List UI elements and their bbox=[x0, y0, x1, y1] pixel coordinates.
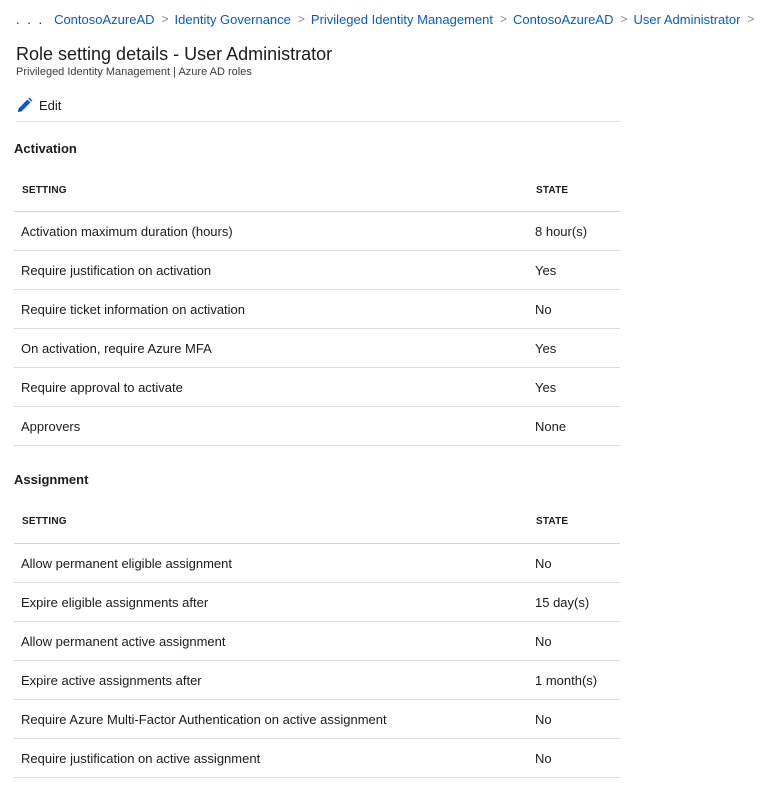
setting-state: No bbox=[535, 751, 552, 766]
breadcrumb-separator-icon: > bbox=[747, 12, 755, 26]
setting-name: Allow permanent active assignment bbox=[21, 634, 226, 649]
setting-state: No bbox=[535, 634, 552, 649]
breadcrumb-item-identity-governance[interactable]: Identity Governance bbox=[174, 11, 291, 27]
setting-name: Require justification on active assignment bbox=[21, 751, 261, 766]
activation-state-column-header: STATE bbox=[536, 185, 569, 196]
breadcrumb-separator-icon: > bbox=[620, 12, 628, 26]
assignment-settings-table bbox=[14, 544, 620, 778]
setting-state: Yes bbox=[535, 380, 557, 395]
activation-settings-table bbox=[14, 212, 620, 446]
setting-name: Allow permanent eligible assignment bbox=[21, 556, 233, 571]
setting-state: No bbox=[535, 712, 552, 727]
page-subtitle: Privileged Identity Management | Azure AD roles bbox=[16, 66, 252, 78]
breadcrumb-item-user-administrator[interactable]: User Administrator bbox=[633, 11, 741, 27]
command-bar bbox=[16, 95, 620, 122]
table-row bbox=[14, 407, 620, 446]
table-row bbox=[14, 661, 620, 700]
setting-name: Require approval to activate bbox=[21, 380, 183, 395]
setting-state: 15 day(s) bbox=[535, 595, 590, 610]
setting-state: 8 hour(s) bbox=[535, 224, 588, 239]
breadcrumb-item-contosoazuread[interactable]: ContosoAzureAD bbox=[54, 11, 155, 27]
activation-setting-column-header: SETTING bbox=[22, 185, 67, 196]
setting-name: Require Azure Multi-Factor Authentication on active assignment bbox=[21, 712, 387, 727]
table-row bbox=[14, 290, 620, 329]
setting-name: Approvers bbox=[21, 419, 81, 434]
pencil-icon bbox=[16, 97, 33, 114]
setting-state: No bbox=[535, 302, 552, 317]
breadcrumb-separator-icon: > bbox=[500, 12, 508, 26]
edit-button-label: Edit bbox=[39, 97, 62, 113]
breadcrumb-separator-icon: > bbox=[297, 12, 305, 26]
setting-name: On activation, require Azure MFA bbox=[21, 341, 212, 356]
table-row bbox=[14, 739, 620, 778]
setting-state: Yes bbox=[535, 341, 557, 356]
table-row bbox=[14, 544, 620, 583]
setting-name: Activation maximum duration (hours) bbox=[21, 224, 233, 239]
setting-name: Require ticket information on activation bbox=[21, 302, 246, 317]
activation-heading: Activation bbox=[14, 141, 77, 156]
setting-state: 1 month(s) bbox=[535, 673, 598, 688]
table-row bbox=[14, 700, 620, 739]
page-title: Role setting details - User Administrator bbox=[16, 44, 333, 64]
assignment-state-column-header: STATE bbox=[536, 516, 569, 527]
table-row bbox=[14, 212, 620, 251]
breadcrumb-item-privileged-identity-management[interactable]: Privileged Identity Management bbox=[310, 11, 494, 27]
table-row bbox=[14, 251, 620, 290]
breadcrumb bbox=[16, 10, 760, 28]
setting-name: Require justification on activation bbox=[21, 263, 212, 278]
breadcrumb-ellipsis[interactable]: . . . bbox=[16, 11, 45, 27]
setting-state: None bbox=[535, 419, 567, 434]
assignment-heading: Assignment bbox=[14, 472, 89, 487]
assignment-setting-column-header: SETTING bbox=[22, 516, 67, 527]
breadcrumb-item-contosoazuread-roles[interactable]: ContosoAzureAD bbox=[513, 11, 614, 27]
table-row bbox=[14, 329, 620, 368]
edit-button[interactable] bbox=[16, 95, 61, 115]
setting-name: Expire active assignments after bbox=[21, 673, 202, 688]
setting-name: Expire eligible assignments after bbox=[21, 595, 209, 610]
table-row bbox=[14, 583, 620, 622]
setting-state: Yes bbox=[535, 263, 557, 278]
setting-state: No bbox=[535, 556, 552, 571]
table-row bbox=[14, 622, 620, 661]
table-row bbox=[14, 368, 620, 407]
breadcrumb-separator-icon: > bbox=[161, 12, 169, 26]
